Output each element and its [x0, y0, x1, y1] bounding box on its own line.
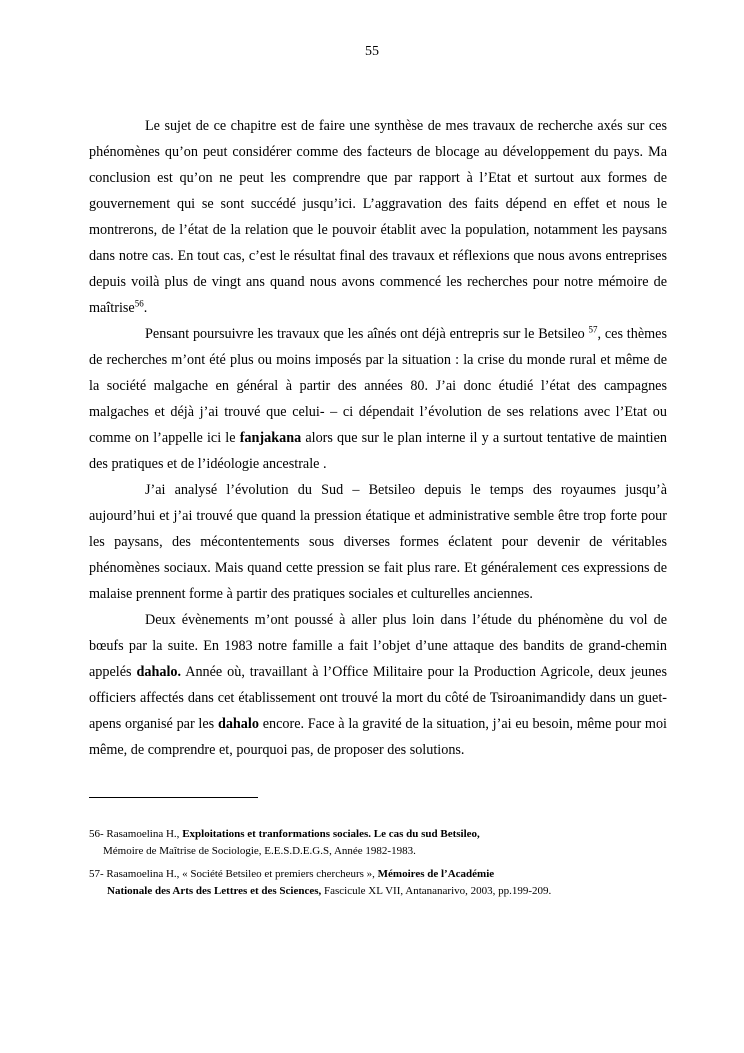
- footnote-ref-56: 56: [134, 298, 144, 309]
- footnote-57-rest: Fascicule XL VII, Antananarivo, 2003, pp.199-209.: [321, 885, 552, 897]
- footnote-56-prefix: 56- Rasamoelina H.,: [89, 828, 183, 840]
- term-dahalo-2: dahalo: [217, 716, 259, 732]
- paragraph-2-text-c: alors que sur le plan interne il y a surtout tentative de maintien des pratiques et de l’idéologie ancestrale .: [89, 430, 667, 472]
- paragraph-2-text-b: , ces thèmes de recherches m’ont été plus ou moins imposés par la situation : la crise du monde rural et même de la société malgache en général à partir des années 80. J’ai donc étudié l’état des campagnes malgaches et déjà j’ai trouvé que celui- – ci dépendait l’évolution de ses relations avec l’Etat ou comme on l’appelle ici le: [89, 326, 667, 446]
- footnote-57-title-1: Mémoires de l’Académie: [377, 868, 495, 880]
- page-number: 55: [365, 44, 379, 59]
- paragraph-3: [89, 477, 667, 607]
- paragraph-3-text: J’ai analysé l’évolution du Sud – Betsileo depuis le temps des royaumes jusqu’à aujourd’hui et j’ai trouvé que quand la pression étatique et administrative semble être trop forte pour les paysans, des mécontentements sous diverses formes éclatent pour devenir de véritables phénomènes sociaux. Mais quand cette pression se fait plus rare. Et généralement ces expressions de malaise prennent forme à partir des pratiques sociales et culturelles anciennes.: [89, 482, 667, 602]
- term-fanjakana: fanjakana: [239, 430, 302, 446]
- paragraph-2-text-a: Pensant poursuivre les travaux que les aînés ont déjà entrepris sur le Betsileo: [145, 326, 589, 342]
- footnote-57-prefix: 57- Rasamoelina H., « Société Betsileo et premiers chercheurs »,: [89, 868, 378, 880]
- body-text: [89, 113, 667, 763]
- footnote-separator: [89, 797, 258, 798]
- footnote-57-line-2: [89, 883, 669, 900]
- paragraph-4-text-c: encore. Face à la gravité de la situation, j’ai eu besoin, même pour moi même, de comprendre et, pourquoi pas, de proposer des solutions.: [89, 716, 667, 758]
- paragraph-1-text: Le sujet de ce chapitre est de faire une synthèse de mes travaux de recherche axés sur ces phénomènes qu’on peut considérer comme des facteurs de blocage au développement du pays. Ma conclusion est qu’on ne peut les comprendre que par rapport à l’Etat et surtout aux formes de gouvernement qui se sont succédé jusqu’ici. L’aggravation des faits dépend en effet et nous le montrerons, de l’état de la relation que le pouvoir établit avec la population, notamment les paysans dans notre cas. En tout cas, c’est le résultat final des travaux et réflexions que nous avons entreprises depuis voilà plus de vingt ans quand nous avons commencé les recherches pour notre mémoire de maîtrise: [89, 118, 667, 316]
- footnote-57: [89, 866, 669, 900]
- paragraph-4-text-b: Année où, travaillant à l’Office Militaire pour la Production Agricole, deux jeunes officiers affectés dans cet établissement ont trouvé la mort du côté de Tsiroanimandidy dans un guet-apens organisé par les: [89, 664, 667, 732]
- paragraph-4-text-a: Deux évènements m’ont poussé à aller plus loin dans l’étude du phénomène du vol de bœufs par la suite. En 1983 notre famille a fait l’objet d’une attaque des bandits de grand-chemin appelés: [89, 612, 667, 680]
- footnote-ref-57: 57: [588, 324, 598, 335]
- footnote-56-title: Exploitations et tranformations sociales. Le cas du sud Betsileo,: [182, 828, 480, 840]
- footnote-56-line-1: [89, 826, 669, 843]
- footnote-57-title-2: Nationale des Arts des Lettres et des Sciences,: [107, 885, 322, 897]
- footnote-56-line-2: Mémoire de Maîtrise de Sociologie, E.E.S.D.E.G.S, Année 1982-1983.: [103, 845, 416, 857]
- footnote-57-line-1: [89, 866, 669, 883]
- paragraph-4: [89, 607, 667, 763]
- footnote-56: [89, 826, 669, 860]
- paragraph-1-end: .: [143, 300, 148, 316]
- paragraph-2: [89, 321, 667, 477]
- term-dahalo-1: dahalo.: [136, 664, 182, 680]
- paragraph-1: [89, 113, 667, 321]
